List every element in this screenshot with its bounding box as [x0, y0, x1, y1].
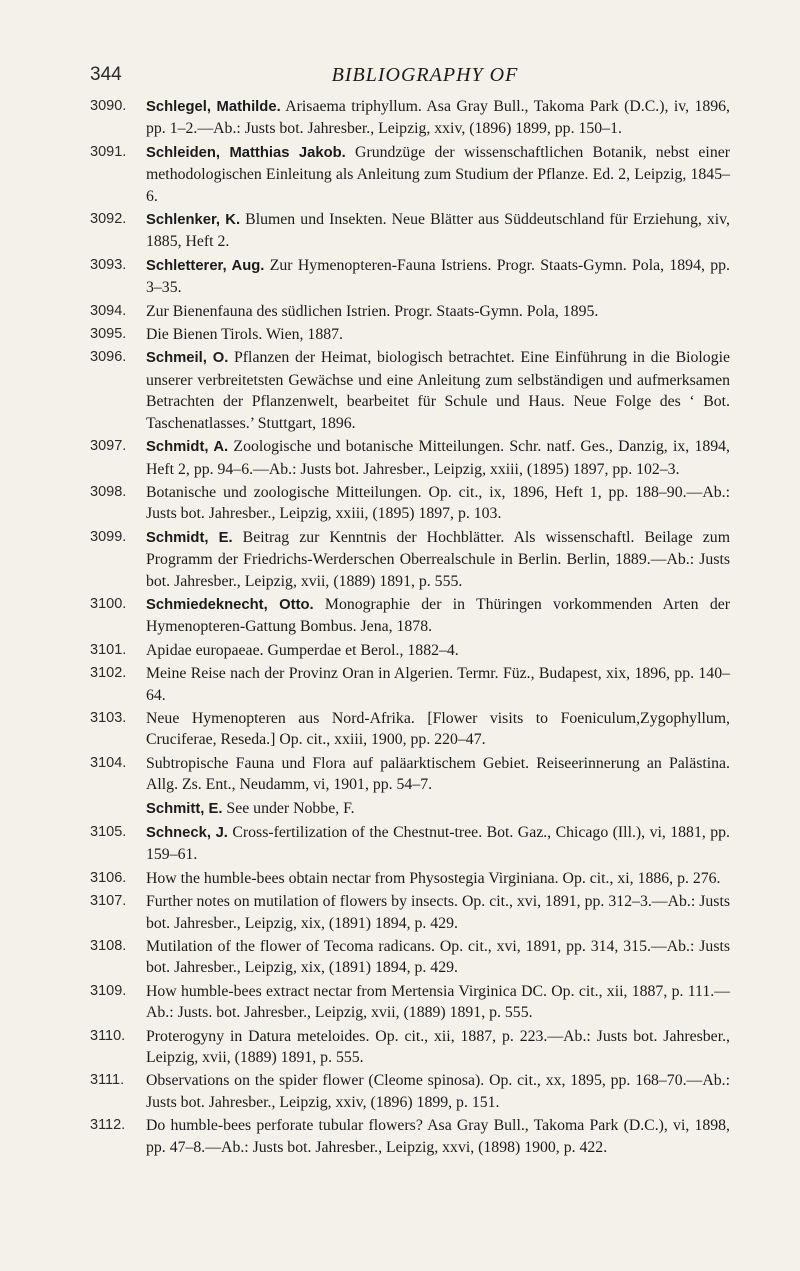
entry-author: Schletterer, Aug. — [146, 257, 265, 274]
entry-number: 3094. — [90, 302, 127, 319]
entry-number: 3095. — [90, 326, 127, 343]
bib-entry — [90, 301, 730, 322]
bib-entry — [90, 594, 730, 638]
bib-entry — [90, 347, 730, 434]
entry-author: Schleiden, Matthias Jakob. — [146, 144, 346, 161]
bib-entry — [90, 708, 730, 751]
entry-text: Die Bienen Tirols. Wien, 1887. — [146, 326, 343, 344]
entry-text: Grundzüge der wissenschaftlichen Botanik, nebst einer methodologischen Einleitung als Anleitung zum Studium der Pflanze. Ed. 2, Leipzig, 1845–6. — [146, 143, 730, 205]
entry-text: How humble-bees extract nectar from Mertensia Virginica DC. Op. cit., xii, 1887, p. 111.—Ab.: Justs. bot. Jahresber., Leipzig, xvii, (1889) 1891, p. 555. — [146, 982, 730, 1022]
entry-text: Mutilation of the flower of Tecoma radicans. Op. cit., xvi, 1891, pp. 314, 315.—Ab.: Justs bot. Jahresber., Leipzig, xix, (1891) 1894, p. 429. — [146, 938, 730, 977]
page-number: 344 — [90, 64, 122, 85]
entry-text: Botanische und zoologische Mitteilungen. Op. cit., ix, 1896, Heft 1, pp. 188–90.—Ab.: Justs bot. Jahresber., Leipzig, xxiii, (1895) 1897, p. 103. — [146, 483, 730, 523]
entry-number: 3107. — [90, 893, 127, 910]
entry-number: 3103. — [90, 709, 127, 726]
cross-reference-entry — [90, 798, 730, 820]
bib-entry — [90, 1115, 730, 1158]
entry-text: Further notes on mutilation of flowers by insects. Op. cit., xvi, 1891, pp. 312–3.—Ab.: Justs bot. Jahresber., Leipzig, xix, (1891) 1894, p. 429. — [146, 893, 730, 932]
entry-number: 3109. — [90, 982, 127, 999]
entry-text: Monographie der in Thüringen vorkommenden Arten der Hymenopteren-Gattung Bombus. Jena, 1878. — [146, 595, 730, 636]
bib-entry — [90, 1070, 730, 1113]
bibliography-entries — [90, 96, 730, 1160]
bib-entry — [90, 96, 730, 140]
entry-number: 3092. — [90, 211, 127, 228]
entry-author: Schmeil, O. — [146, 350, 229, 367]
bib-entry — [90, 822, 730, 866]
entry-number: 3097. — [90, 438, 127, 455]
entry-text: How the humble-bees obtain nectar from Physostegia Virginiana. Op. cit., xi, 1886, p. 276. — [146, 869, 721, 887]
entry-number: 3102. — [90, 665, 127, 682]
entry-number: 3104. — [90, 754, 127, 771]
bib-entry — [90, 640, 730, 661]
entry-author: Schneck, J. — [146, 825, 228, 841]
entry-text: Arisaema triphyllum. Asa Gray Bull., Takoma Park (D.C.), iv, 1896, pp. 1–2.—Ab.: Justs bot. Jahresber., Leipzig, xxiv, (1896) 1899, pp. 150–1. — [146, 98, 730, 138]
page-header — [90, 64, 720, 94]
entry-text: Do humble-bees perforate tubular flowers? Asa Gray Bull., Takoma Park (D.C.), vi, 1898, pp. 47–8.—Ab.: Justs bot. Jahresber., Leipzig, xxvi, (1898) 1900, p. 422. — [146, 1117, 730, 1156]
bib-entry — [90, 436, 730, 480]
entry-text: Subtropische Fauna und Flora auf paläarktischem Gebiet. Reiseerinnerung an Palästina. Allg. Zs. Ent., Neudamm, vi, 1901, pp. 54–7. — [146, 754, 730, 794]
entry-text: See under Nobbe, F. — [222, 799, 355, 817]
entry-text: Zur Bienenfauna des südlichen Istrien. Progr. Staats-Gymn. Pola, 1895. — [146, 302, 599, 320]
entry-author: Schmidt, A. — [146, 439, 229, 456]
entry-number: 3111. — [90, 1072, 125, 1089]
entry-text: Proterogyny in Datura meteloides. Op. cit., xii, 1887, p. 223.—Ab.: Justs bot. Jahresber., Leipzig, xvii, (1889) 1891, p. 555. — [146, 1027, 730, 1067]
bib-entry — [90, 936, 730, 979]
bib-entry — [90, 753, 730, 796]
entry-number: 3110. — [90, 1027, 126, 1044]
bib-entry — [90, 891, 730, 934]
entry-number: 3096. — [90, 349, 127, 366]
entry-text: Neue Hymenopteren aus Nord-Afrika. [Flower visits to Foeniculum,Zygophyllum, Cruciferae, Reseda.] Op. cit., xxiii, 1900, pp. 220–47. — [146, 709, 730, 749]
bib-entry — [90, 209, 730, 253]
entry-number: 3101. — [90, 641, 127, 658]
entry-number: 3091. — [90, 143, 127, 160]
entry-text: Pflanzen der Heimat, biologisch betrachtet. Eine Einführung in die Biologie unserer verbreitetsten Gewächse und eine Anleitung zum selbständigen und aufmerksamen Betrachten der Pflanzenwelt, bearbeitet für Schule und Haus. Neue Folge des ‘ Bot. Taschenatlasses.’ Stuttgart, 1896. — [146, 349, 730, 432]
entry-text: Beitrag zur Kenntnis der Hochblätter. Als wissenschaftl. Beilage zum Programm der Friedrichs-Werderschen Oberrealschule in Berlin. Berlin, 1889.—Ab.: Justs bot. Jahresber., Leipzig, xvii, (1889) 1891, p. 555. — [146, 528, 730, 590]
bib-entry — [90, 142, 730, 207]
entry-text: Apidae europaeae. Gumperdae et Berol., 1882–4. — [146, 641, 459, 659]
entry-number: 3105. — [90, 824, 127, 840]
bib-entry — [90, 868, 730, 889]
running-head: BIBLIOGRAPHY OF — [331, 64, 519, 86]
entry-number: 3100. — [90, 595, 127, 612]
entry-text: Observations on the spider flower (Cleome spinosa). Op. cit., xx, 1895, pp. 168–70.—Ab.: Justs bot. Jahresber., Leipzig, xxiv, (1896) 1899, p. 151. — [146, 1072, 730, 1111]
entry-text: Meine Reise nach der Provinz Oran in Algerien. Termr. Füz., Budapest, xix, 1896, pp. 140–64. — [146, 665, 730, 704]
entry-text: Zur Hymenopteren-Fauna Istriens. Progr. Staats-Gymn. Pola, 1894, pp. 3–35. — [146, 256, 730, 297]
entry-text: Blumen und Insekten. Neue Blätter aus Süddeutschland für Erziehung, xiv, 1885, Heft 2. — [146, 211, 731, 251]
entry-number: 3099. — [90, 528, 127, 545]
entry-number: 3106. — [90, 869, 127, 886]
entry-number: 3108. — [90, 938, 127, 955]
bib-entry — [90, 981, 730, 1024]
bib-entry — [90, 663, 730, 706]
entry-author: Schmidt, E. — [146, 529, 233, 546]
bib-entry — [90, 527, 730, 592]
entry-author: Schmiedeknecht, Otto. — [146, 596, 314, 613]
entry-number: 3112. — [90, 1117, 126, 1134]
entry-author: Schlenker, K. — [146, 212, 241, 229]
entry-number: 3098. — [90, 483, 127, 500]
bib-entry — [90, 482, 730, 525]
entry-text: Zoologische und botanische Mitteilungen. Schr. natf. Ges., Danzig, ix, 1894, Heft 2, pp. 94–6.—Ab.: Justs bot. Jahresber., Leipzig, xxiii, (1895) 1897, pp. 102–3. — [146, 438, 730, 478]
entry-text: Cross-fertilization of the Chestnut-tree. Bot. Gaz., Chicago (Ill.), vi, 1881, pp. 159–61. — [146, 824, 730, 864]
bib-entry — [90, 1026, 730, 1069]
bib-entry — [90, 255, 730, 299]
entry-number: 3090. — [90, 98, 127, 114]
bib-entry — [90, 324, 730, 345]
entry-number: 3093. — [90, 256, 127, 273]
entry-author: Schlegel, Mathilde. — [146, 99, 281, 115]
entry-author: Schmitt, E. — [146, 800, 223, 817]
